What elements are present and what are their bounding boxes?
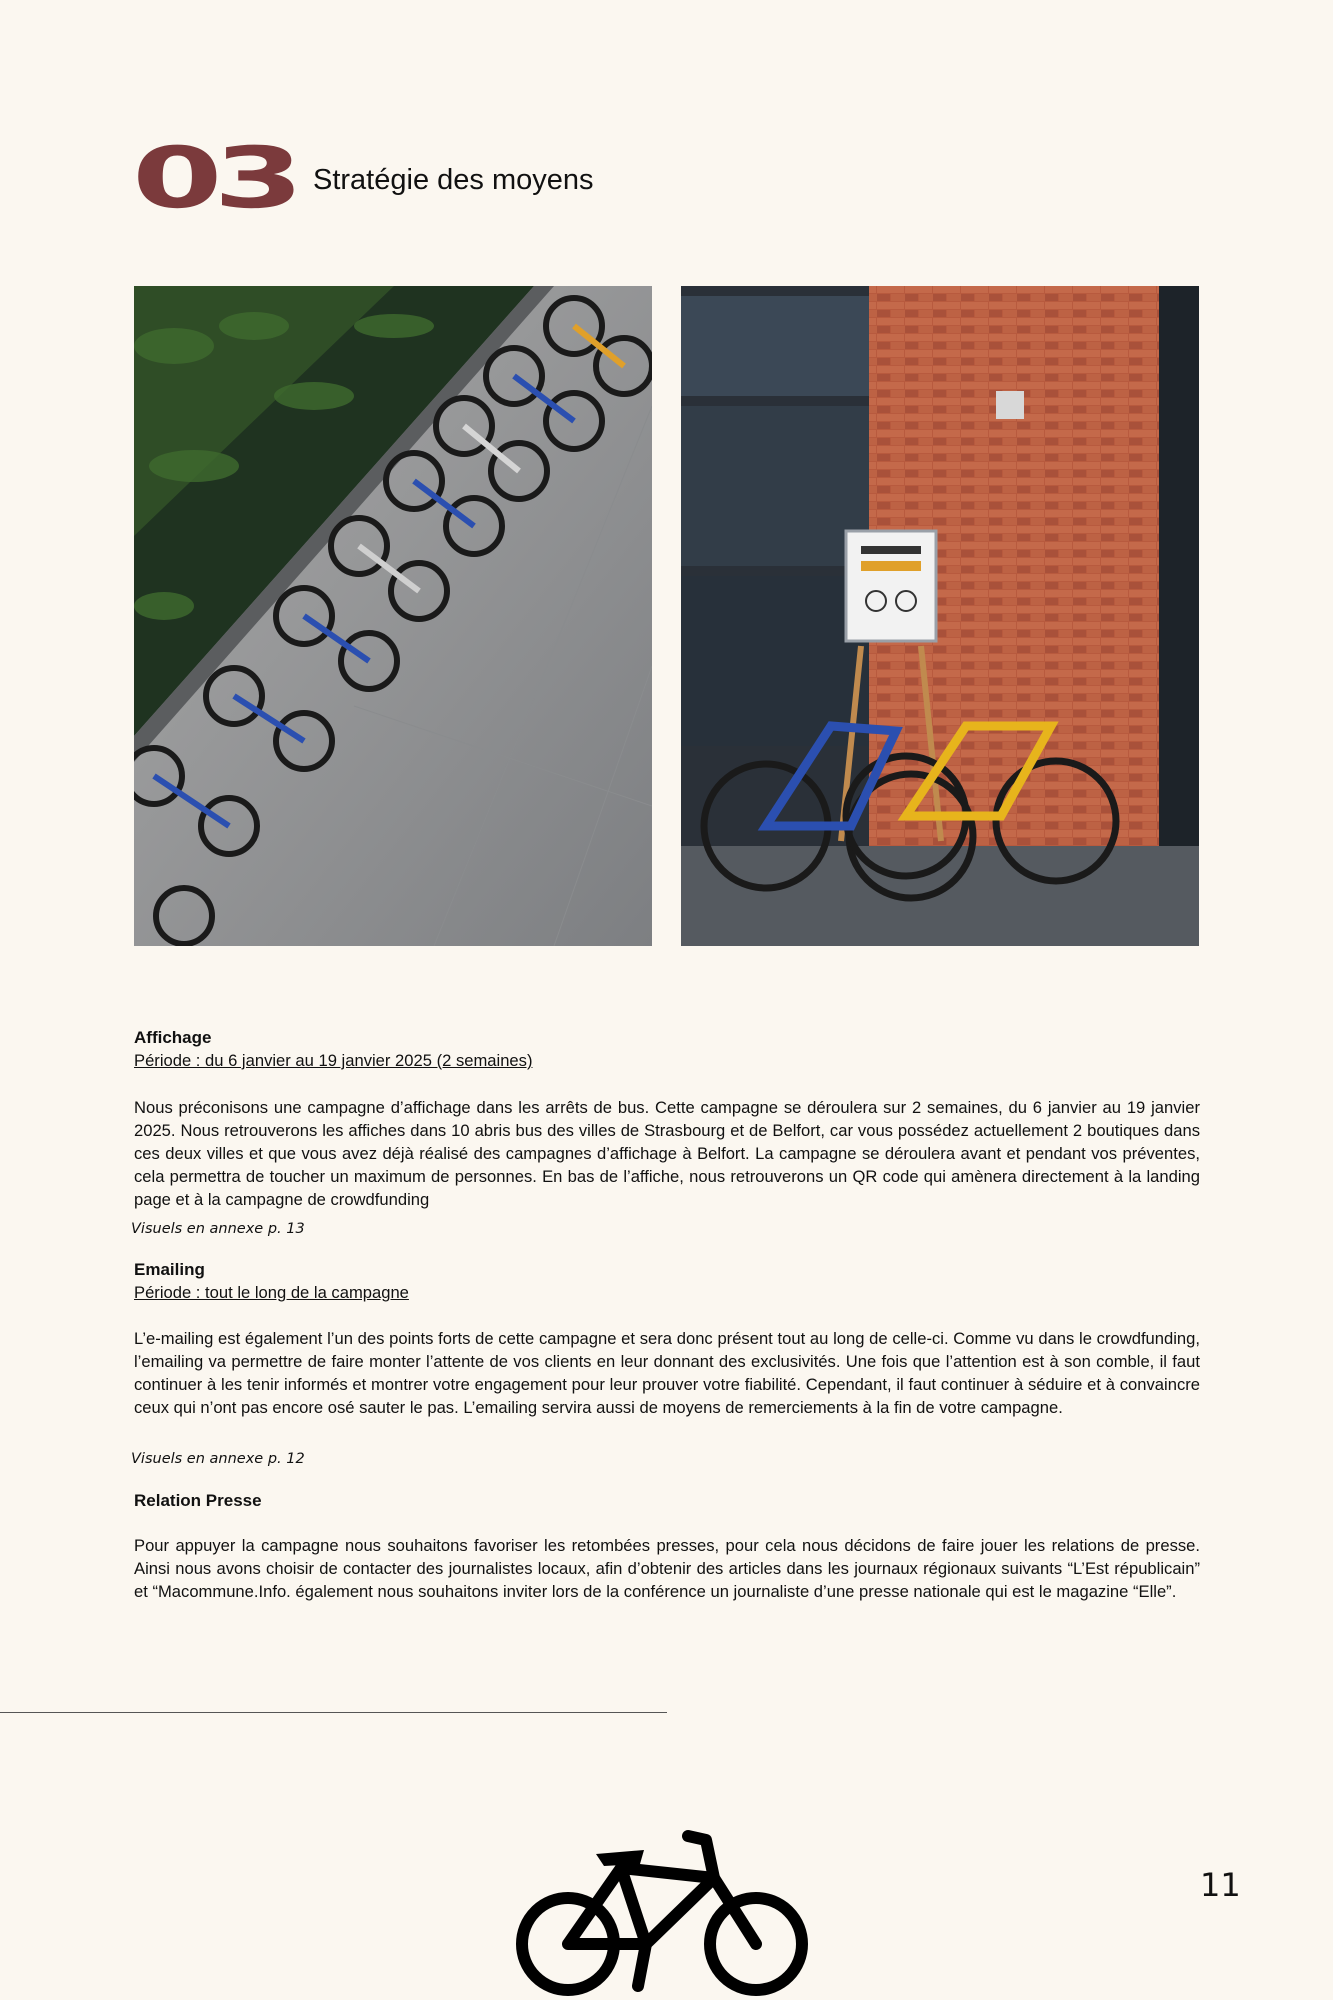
section-heading-affichage: Affichage xyxy=(134,1028,212,1047)
section-heading-emailing: Emailing xyxy=(134,1260,205,1279)
page-number: 11 xyxy=(1200,1866,1241,1904)
annex-note-affichage: Visuels en annexe p. 13 xyxy=(131,1221,305,1237)
bikes-diagonal-row-photo xyxy=(134,286,652,946)
footer-divider xyxy=(0,1712,667,1713)
bikes-brick-wall-poster-photo xyxy=(681,286,1199,946)
paragraph-presse: Pour appuyer la campagne nous souhaitons favoriser les retombées presses, pour cela nous décidons de faire jouer les relations de presse. Ainsi nous avons choisir de contacter des journalistes locaux, afin d’obtenir des articles dans les journaux régionaux suivants “L’Est républicain” et “Macommune.Info. également nous souhaitons inviter lors de la conférence un journaliste d’une presse nationale qui est le magazine “Elle”. xyxy=(134,1536,1200,1601)
section-number: 03 xyxy=(132,129,295,227)
bicycle-icon xyxy=(516,1826,816,2000)
section-heading-presse: Relation Presse xyxy=(134,1491,262,1510)
period-affichage: Période : du 6 janvier au 19 janvier 2025 (2 semaines) xyxy=(134,1051,533,1070)
annex-note-emailing: Visuels en annexe p. 12 xyxy=(131,1451,305,1467)
paragraph-affichage: Nous préconisons une campagne d’affichage dans les arrêts de bus. Cette campagne se déroulera sur 2 semaines, du 6 janvier au 19 janvier 2025. Nous retrouverons les affiches dans 10 abris bus des villes de Strasbourg et de Belfort, car vous possédez actuellement 2 boutiques dans ces deux villes et que vous avez déjà réalisé des campagnes d’affichage à Belfort. La campagne se déroulera avant et pendant vos préventes, cela permettra de toucher un maximum de personnes. En bas de l’affiche, nous retrouverons un QR code qui amènera directement à la landing page et à la campagne de crowdfunding xyxy=(134,1098,1200,1209)
page-title: Stratégie des moyens xyxy=(313,164,594,196)
period-emailing: Période : tout le long de la campagne xyxy=(134,1283,409,1302)
paragraph-emailing: L’e-mailing est également l’un des points forts de cette campagne et sera donc présent tout au long de celle-ci. Comme vu dans le crowdfunding, l’emailing va permettre de faire monter l’attente de vos clients en leur donnant des exclusivités. Une fois que l’attention est à son comble, il faut continuer à les tenir informés et montrer votre engagement pour leur prouver votre fiabilité. Cependant, il faut continuer à séduire et à convaincre ceux qui n’ont pas encore osé sauter le pas. L’emailing servira aussi de moyens de remerciements à la fin de votre campagne. xyxy=(134,1329,1200,1417)
